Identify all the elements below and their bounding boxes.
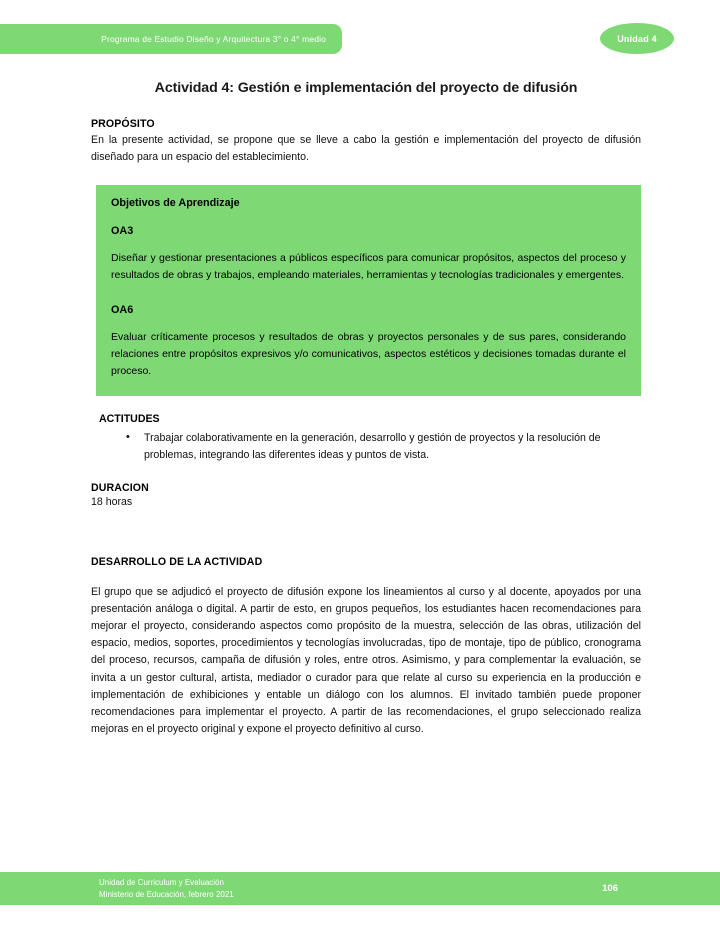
desarrollo-heading: DESARROLLO DE LA ACTIVIDAD bbox=[91, 555, 263, 568]
duracion-heading: DURACION bbox=[91, 481, 149, 494]
unit-badge bbox=[600, 23, 674, 54]
unit-badge-label: Unidad 4 bbox=[617, 33, 657, 44]
list-item: • Trabajar colaborativamente en la generación, desarrollo y gestión de proyectos y la resolución de problemas, integrando las diferentes ideas y puntos de vista. bbox=[144, 430, 641, 463]
oa-code-0: OA3 bbox=[111, 225, 134, 238]
duracion-value: 18 horas bbox=[91, 495, 133, 508]
document-content bbox=[91, 80, 641, 738]
header-program-label: Programa de Estudio Diseño y Arquitectura 3° o 4° medio bbox=[101, 34, 326, 44]
section-duracion bbox=[91, 482, 641, 508]
page-title: Actividad 4: Gestión e implementación del proyecto de difusión bbox=[154, 80, 578, 96]
page-number: 106 bbox=[602, 883, 618, 894]
objetivos-aprendizaje-box bbox=[96, 185, 641, 396]
footer-band bbox=[0, 872, 720, 905]
footer-line-2: Ministerio de Educación, febrero 2021 bbox=[99, 889, 234, 899]
oa-text-1: Evaluar críticamente procesos y resultados de obras y proyectos personales y de sus pares, considerando relaciones entre propósitos expresivos y/o comunicativos, aspectos estéticos y decisiones tomadas durante el proceso. bbox=[111, 331, 626, 378]
footer-organization bbox=[99, 877, 602, 900]
objetivos-aprendizaje-title: Objetivos de Aprendizaje bbox=[111, 197, 240, 210]
proposito-heading: PROPÓSITO bbox=[91, 118, 155, 130]
oa-text-0: Diseñar y gestionar presentaciones a públicos específicos para comunicar propósitos, aspectos del proceso y resultados de obras y trabajos, empleando materiales, herramientas y tecnologías tradicionales y emergentes. bbox=[111, 252, 626, 282]
header-program-band bbox=[0, 24, 342, 54]
actitudes-list bbox=[99, 430, 641, 463]
section-desarrollo bbox=[91, 556, 641, 738]
section-actitudes bbox=[99, 413, 641, 463]
oa-code-1: OA6 bbox=[111, 304, 134, 317]
section-proposito bbox=[91, 118, 641, 166]
proposito-text: En la presente actividad, se propone que se lleve a cabo la gestión e implementación del proyecto de difusión diseñado para un espacio del establecimiento. bbox=[91, 134, 641, 164]
footer-line-1: Unidad de Curriculum y Evaluación bbox=[99, 878, 224, 888]
desarrollo-text: El grupo que se adjudicó el proyecto de difusión expone los lineamientos al curso y al docente, apoyados por una presentación análoga o digital. A partir de esto, en grupos pequeños, los estudiantes hacen recomendaciones para mejorar el proyecto, considerando aspectos como propósito de la muestra, selección de las obras, utilización del espacio, medios, soportes, procedimientos y tecnologías involucradas, tipo de montaje, tipo de público, cronograma del proceso, recursos, campaña de difusión y roles, entre otros. Asimismo, y para complementar la evaluación, se invita a un gestor cultural, artista, mediador o curador para que relate al curso su experiencia en la producción e implementación de exhibiciones y entable un diálogo con los alumnos. El invitado también puede proponer recomendaciones para implementar el proyecto. A partir de las recomendaciones, el grupo seleccionado realiza mejoras en el proyecto original y expone el proyecto definitivo al curso. bbox=[91, 585, 641, 736]
actitudes-heading: ACTITUDES bbox=[99, 413, 160, 426]
